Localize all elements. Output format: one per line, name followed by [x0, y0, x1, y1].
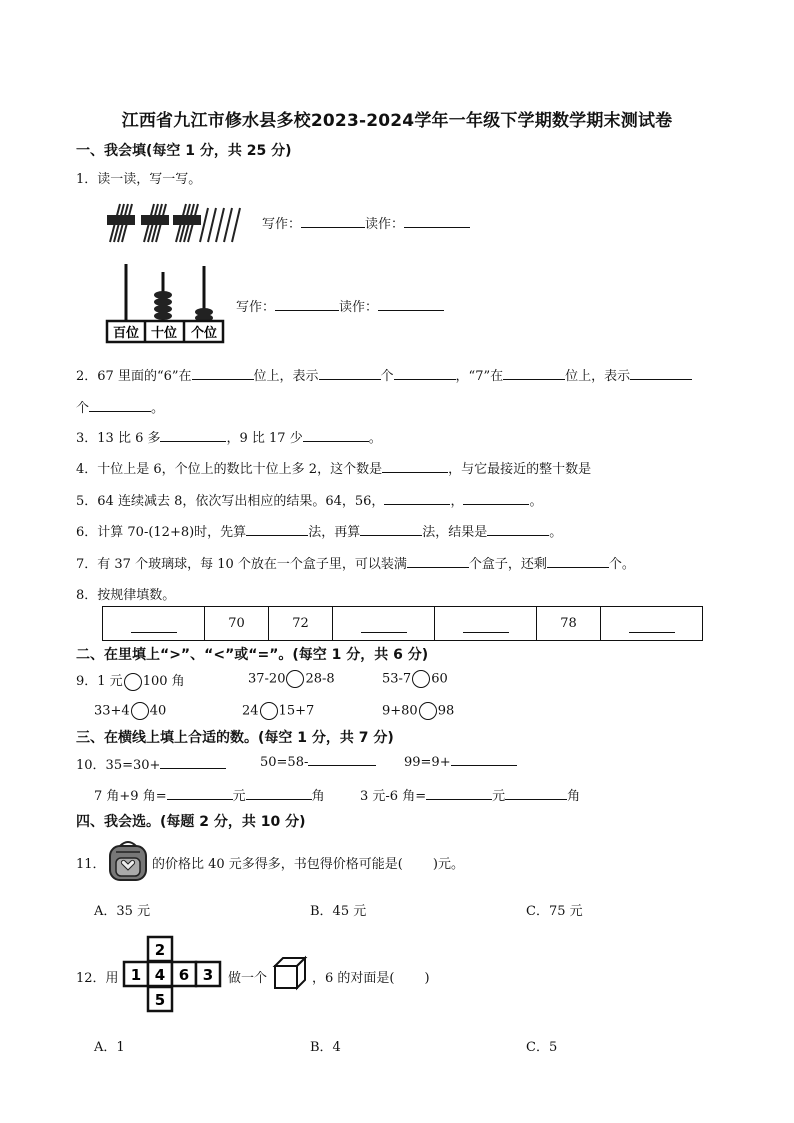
- q3-text-c: 。: [368, 431, 382, 446]
- fill-5-text-d: 3 元-6 角=: [360, 789, 427, 804]
- q4-text-b: ，与它最接近的整十数是: [448, 462, 592, 477]
- fill-3-blank[interactable]: [451, 754, 517, 766]
- compare-5-circle[interactable]: [260, 702, 278, 720]
- seq-cell-6: 78: [537, 607, 601, 641]
- fill-2: [260, 754, 376, 770]
- q1-row1-write-blank[interactable]: [301, 216, 365, 228]
- net-face-6: 6: [178, 966, 190, 984]
- fill-2-text: 50=58-: [260, 755, 309, 770]
- compare-6-circle[interactable]: [419, 702, 437, 720]
- compare-3-circle[interactable]: [412, 670, 430, 688]
- net-face-3: 3: [202, 966, 214, 984]
- q6-blank-2[interactable]: [360, 524, 422, 536]
- q6-blank-3[interactable]: [487, 524, 549, 536]
- seq-cell-1[interactable]: [103, 607, 205, 641]
- fill-4-text-a: 7 角+9 角=: [94, 789, 167, 804]
- q7-text-a: 7．有 37 个玻璃球，每 10 个放在一个盒子里，可以装满: [76, 557, 407, 572]
- net-face-1: 1: [130, 966, 142, 984]
- section-4-heading: 四、我会选。(每题 2 分，共 10 分): [76, 814, 306, 830]
- fill-5-blank-1[interactable]: [426, 788, 492, 800]
- compare-1-right: 100 角: [142, 674, 185, 689]
- q1-row2-write-blank[interactable]: [275, 299, 339, 311]
- q5-blank-2[interactable]: [463, 493, 529, 505]
- q11-option-b[interactable]: B．45 元: [310, 904, 367, 919]
- q12-text-d: ): [424, 971, 430, 986]
- fill-4-text-b: 元: [232, 789, 246, 804]
- compare-4-left: 33+4: [94, 703, 130, 719]
- seq-cell-4-blank[interactable]: [361, 621, 407, 633]
- compare-3-left: 53-7: [382, 671, 412, 687]
- q1-row1-read-label: 读作：: [365, 217, 405, 232]
- q5-text-a: 5．64 连续减去 8，依次写出相应的结果。64，56，: [76, 494, 385, 509]
- fill-1-blank[interactable]: [160, 757, 226, 769]
- compare-6: [382, 702, 454, 720]
- q12-text-a: 12．用: [76, 971, 119, 986]
- q5-line: [76, 490, 542, 509]
- q12-text-b: 做一个: [228, 971, 268, 986]
- q3-line: [76, 427, 382, 446]
- q12-option-b[interactable]: B．4: [310, 1040, 341, 1055]
- seq-cell-5[interactable]: [435, 607, 537, 641]
- fill-3: [404, 754, 517, 770]
- q11-option-a[interactable]: A．35 元: [94, 904, 151, 919]
- q2-text-a: 2．67 里面的“6”在: [76, 369, 192, 384]
- fill-5-text-e: 元: [492, 789, 506, 804]
- q11-text: [152, 853, 464, 872]
- compare-3: [382, 670, 448, 688]
- fill-2-blank[interactable]: [308, 754, 376, 766]
- q1-row1-write-label: 写作：: [262, 217, 302, 232]
- seq-cell-3: 72: [269, 607, 333, 641]
- compare-5: [242, 702, 314, 720]
- compare-2: [248, 670, 335, 688]
- q6-text-d: 。: [549, 525, 563, 540]
- compare-6-right: 98: [437, 703, 455, 719]
- q2-text-g: 。: [151, 401, 165, 416]
- fill-5-blank-2[interactable]: [505, 788, 567, 800]
- stick-bundles-image: [104, 198, 248, 246]
- q3-text-b: ，9 比 17 少: [226, 431, 303, 446]
- compare-5-left: 24: [242, 703, 259, 719]
- q1-row2-read-blank[interactable]: [378, 299, 444, 311]
- q2-line1: [76, 365, 692, 384]
- q7-line: [76, 553, 635, 572]
- compare-4: [94, 702, 166, 720]
- q2-text-e: 位上，表示: [565, 369, 631, 384]
- q4-text-a: 4．十位上是 6，个位上的数比十位上多 2，这个数是: [76, 462, 383, 477]
- seq-cell-7[interactable]: [601, 607, 703, 641]
- seq-cell-7-blank[interactable]: [629, 621, 675, 633]
- q3-blank-2[interactable]: [303, 430, 369, 442]
- q2-line2: [76, 397, 164, 416]
- q12-option-c[interactable]: C．5: [526, 1040, 558, 1055]
- q6-line: [76, 521, 562, 540]
- q12-option-a[interactable]: A．1: [94, 1040, 125, 1055]
- q12-text-c: ，6 的对面是(: [312, 971, 395, 986]
- q3-blank-1[interactable]: [160, 430, 226, 442]
- seq-cell-4[interactable]: [333, 607, 435, 641]
- q8-sequence-table: [102, 606, 703, 641]
- compare-1-left: 9．1 元: [76, 674, 123, 689]
- net-face-top: 2: [154, 941, 166, 959]
- q4-line: [76, 458, 591, 477]
- q2-text-f: 个: [76, 401, 90, 416]
- q7-blank-2[interactable]: [547, 556, 609, 568]
- q2-text-c: 个: [380, 369, 394, 384]
- compare-6-left: 9+80: [382, 703, 418, 719]
- compare-3-right: 60: [431, 671, 448, 687]
- compare-5-right: 15+7: [278, 703, 315, 719]
- q2-blank-2[interactable]: [319, 368, 381, 380]
- seq-cell-1-blank[interactable]: [131, 621, 177, 633]
- compare-4-right: 40: [149, 703, 167, 719]
- compare-2-circle[interactable]: [286, 670, 304, 688]
- q7-text-b: 个盒子，还剩: [468, 557, 547, 572]
- q2-blank-3[interactable]: [394, 368, 456, 380]
- q1-row2-write-label: 写作：: [236, 300, 276, 315]
- section-1-heading: 一、我会填(每空 1 分，共 25 分): [76, 143, 292, 159]
- fill-4-blank-1[interactable]: [167, 788, 233, 800]
- fill-3-text: 99=9+: [404, 755, 451, 770]
- q6-text-b: 法，再算: [308, 525, 361, 540]
- q7-text-c: 个。: [608, 557, 635, 572]
- page-title: 江西省九江市修水县多校2023-2024学年一年级下学期数学期末测试卷: [121, 111, 673, 131]
- q6-text-a: 6．计算 70-(12+8)时，先算: [76, 525, 247, 540]
- section-3-heading: 三、在横线上填上合适的数。(每空 1 分，共 7 分): [76, 730, 394, 746]
- q2-blank-5[interactable]: [630, 368, 692, 380]
- q4-blank-1[interactable]: [382, 461, 448, 473]
- q11-text-b: )元。: [432, 857, 464, 872]
- q2-text-d: ，“7”在: [455, 369, 504, 384]
- compare-2-left: 37-20: [248, 671, 286, 687]
- q11-num: 11．: [76, 857, 106, 872]
- seq-cell-2: 70: [205, 607, 269, 641]
- q2-text-b: 位上，表示: [253, 369, 319, 384]
- fill-5-text-f: 角: [567, 789, 581, 804]
- cube-net-image: [122, 935, 226, 1013]
- q5-text-b: ，: [450, 494, 464, 509]
- q7-blank-1[interactable]: [407, 556, 469, 568]
- q1-label: 1．读一读，写一写。: [76, 172, 202, 187]
- q1-row2-read-label: 读作：: [339, 300, 379, 315]
- q8-label: 8．按规律填数。: [76, 588, 176, 603]
- q12-text-c-wrap: [312, 967, 430, 986]
- q2-blank-6[interactable]: [89, 400, 151, 412]
- backpack-icon: [106, 838, 150, 882]
- q6-blank-1[interactable]: [246, 524, 308, 536]
- q1-row2-answer: [236, 296, 444, 315]
- abacus-image: [104, 262, 226, 344]
- q3-text-a: 3．13 比 6 多: [76, 431, 161, 446]
- compare-2-right: 28-8: [305, 671, 335, 687]
- q6-text-c: 法，结果是: [422, 525, 488, 540]
- q1-row1-read-blank[interactable]: [404, 216, 470, 228]
- q2-blank-4[interactable]: [503, 368, 565, 380]
- compare-1-circle[interactable]: [124, 673, 142, 691]
- fill-5: [360, 785, 580, 804]
- net-face-4: 4: [154, 966, 166, 984]
- cube-icon: [272, 955, 308, 991]
- q5-blank-1[interactable]: [384, 493, 450, 505]
- abacus-label-tens: 十位: [150, 326, 178, 341]
- compare-4-circle[interactable]: [131, 702, 149, 720]
- abacus-label-ones: 个位: [190, 326, 218, 341]
- seq-cell-5-blank[interactable]: [463, 621, 509, 633]
- fill-4: [94, 785, 325, 804]
- q5-text-c: 。: [529, 494, 543, 509]
- q11-option-c[interactable]: C．75 元: [526, 904, 583, 919]
- fill-1-text: 10．35=30+: [76, 758, 161, 773]
- q1-row1-answer: [262, 213, 470, 232]
- abacus-label-hundreds: 百位: [112, 326, 140, 341]
- fill-1: [76, 754, 226, 773]
- section-2-heading: 二、在里填上“>”、“<”或“=”。(每空 1 分，共 6 分): [76, 647, 429, 663]
- compare-1: [76, 670, 185, 691]
- fill-4-text-c: 角: [311, 789, 325, 804]
- q11-text-a: 的价格比 40 元多得多，书包得价格可能是(: [152, 857, 403, 872]
- net-face-bottom: 5: [154, 991, 166, 1009]
- fill-4-blank-2[interactable]: [246, 788, 312, 800]
- q2-blank-1[interactable]: [192, 368, 254, 380]
